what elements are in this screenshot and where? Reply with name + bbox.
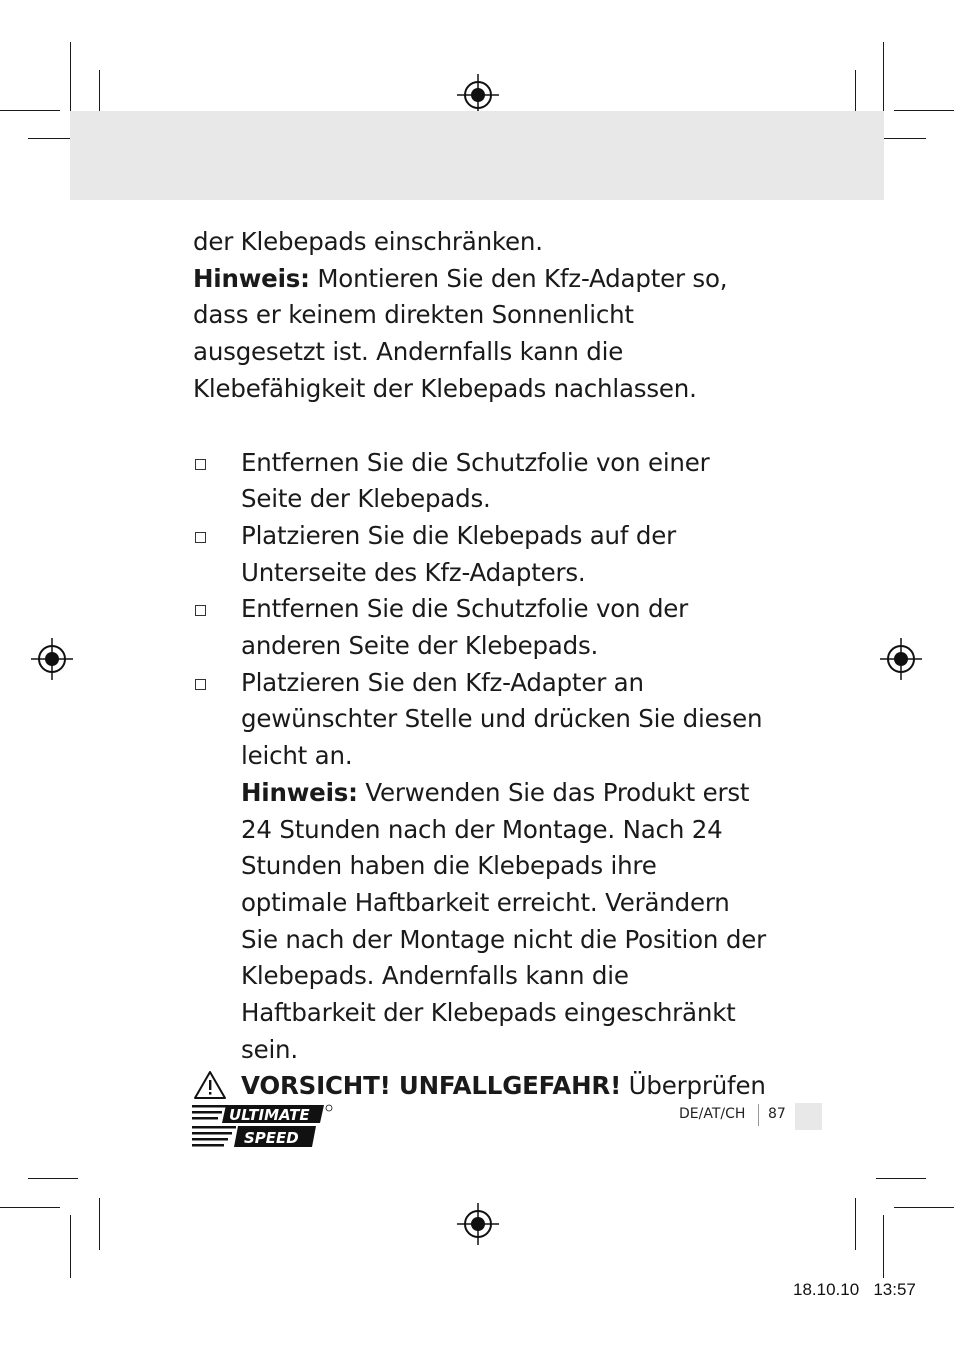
crop-mark bbox=[0, 1207, 60, 1208]
hint-label: Hinweis: bbox=[193, 263, 310, 293]
step-item bbox=[193, 665, 768, 1069]
logo-text-bottom: SPEED bbox=[244, 1129, 299, 1147]
header-band bbox=[70, 111, 884, 200]
page-number: 87 bbox=[768, 1106, 786, 1122]
crop-mark bbox=[876, 1178, 926, 1179]
step-text: Entfernen Sie die Schutzfolie von einer Seite der Klebepads. bbox=[241, 447, 710, 514]
step-item bbox=[193, 518, 768, 591]
footer-divider bbox=[758, 1104, 759, 1126]
warning-text: Überprüfen bbox=[621, 1071, 766, 1101]
registration-mark-icon bbox=[880, 638, 922, 680]
ultimate-speed-logo bbox=[192, 1103, 334, 1149]
crop-mark bbox=[99, 1198, 100, 1250]
footer-language: DE/AT/CH bbox=[679, 1106, 746, 1122]
crop-mark bbox=[855, 1198, 856, 1250]
logo-text-top: ULTIMATE bbox=[229, 1106, 310, 1124]
checkbox-bullet-icon bbox=[195, 459, 206, 470]
crop-mark bbox=[883, 1215, 884, 1278]
print-timestamp: 18.10.10 13:57 bbox=[793, 1280, 916, 1299]
crop-mark bbox=[70, 1215, 71, 1278]
checkbox-bullet-icon bbox=[195, 532, 206, 543]
hint-text: Montieren Sie den Kfz-Adapter so, dass er keinem direkten Sonnenlicht ausgesetzt ist. Andernfalls kann die Klebefähigkeit der Klebepads nachlassen. bbox=[193, 263, 728, 403]
step-item bbox=[193, 591, 768, 664]
hint-label: Hinweis: bbox=[241, 777, 358, 807]
page-content bbox=[193, 224, 768, 1105]
step-text: Platzieren Sie den Kfz-Adapter an gewünschter Stelle und drücken Sie diesen leicht an. bbox=[241, 667, 763, 771]
hint-text: Verwenden Sie das Produkt erst 24 Stunden nach der Montage. Nach 24 Stunden haben die Klebepads ihre optimale Haftbarkeit erreicht. Verändern Sie nach der Montage nicht die Position der Klebepads. Andernfalls kann die Haftbarkeit der Klebepads eingeschränkt sein. bbox=[241, 777, 766, 1064]
registration-mark-icon bbox=[457, 1203, 499, 1245]
checkbox-bullet-icon bbox=[195, 679, 206, 690]
checkbox-bullet-icon bbox=[195, 605, 206, 616]
registration-mark-icon bbox=[457, 74, 499, 116]
warning-label: VORSICHT! UNFALLGEFAHR! bbox=[241, 1071, 622, 1101]
warning-item bbox=[193, 1068, 768, 1105]
registration-mark-icon bbox=[31, 638, 73, 680]
crop-mark bbox=[28, 1178, 78, 1179]
step-hint bbox=[241, 775, 768, 1069]
crop-mark bbox=[894, 110, 954, 111]
step-item bbox=[193, 445, 768, 518]
crop-mark bbox=[0, 110, 60, 111]
footer-tab bbox=[795, 1103, 822, 1130]
hint-paragraph bbox=[193, 261, 768, 408]
step-text: Platzieren Sie die Klebepads auf der Unterseite des Kfz-Adapters. bbox=[241, 520, 676, 587]
intro-paragraph: der Klebepads einschränken. bbox=[193, 227, 543, 256]
step-text: Entfernen Sie die Schutzfolie von der anderen Seite der Klebepads. bbox=[241, 594, 689, 661]
crop-mark bbox=[894, 1207, 954, 1208]
warning-triangle-icon bbox=[193, 1070, 227, 1100]
